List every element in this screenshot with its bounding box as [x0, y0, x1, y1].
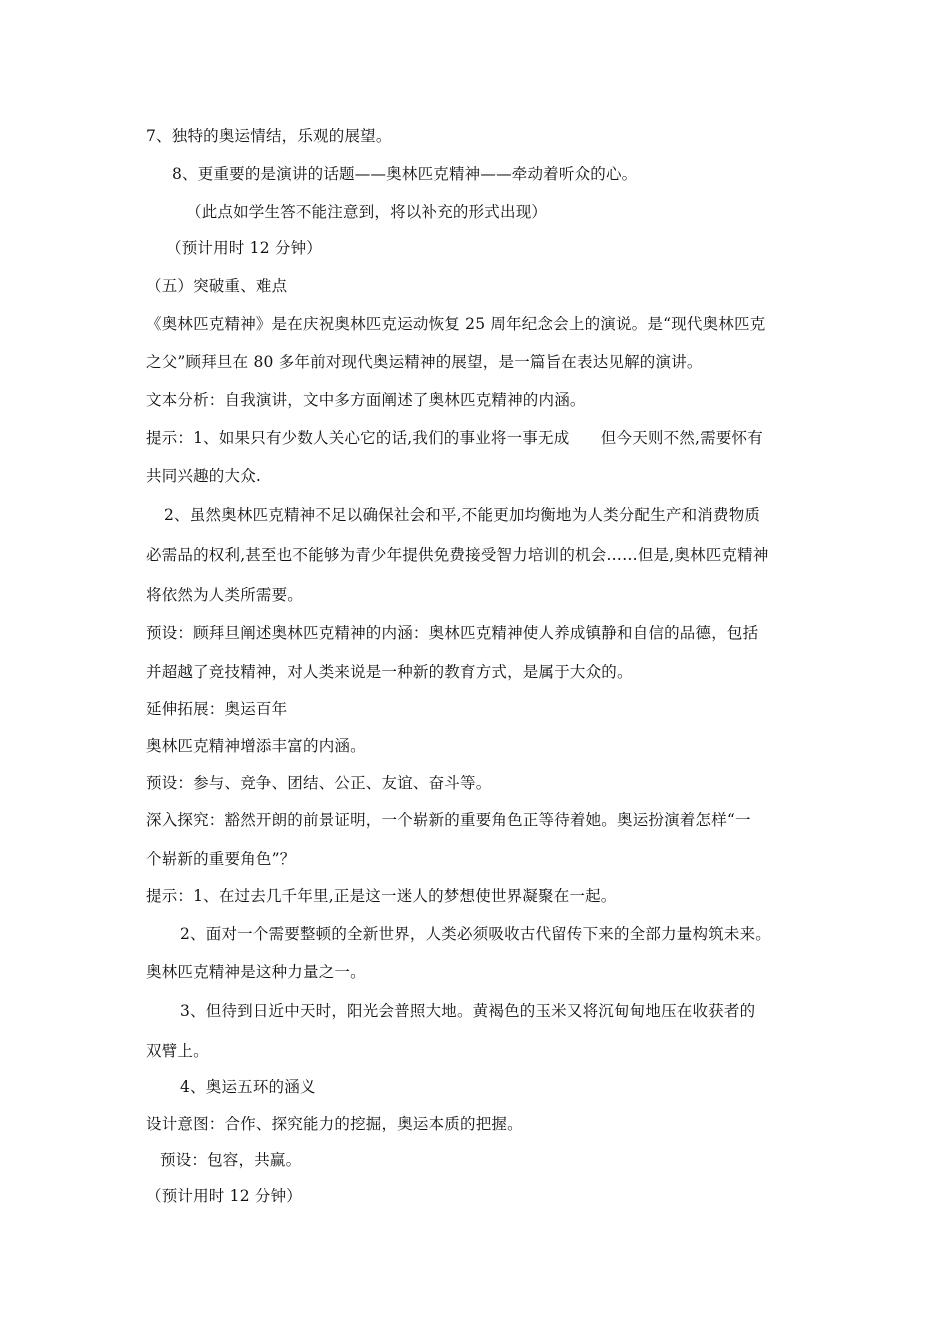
text-line: 预设：参与、竞争、团结、公正、友谊、奋斗等。 — [146, 774, 492, 792]
text-line: 2、虽然奥林匹克精神不足以确保社会和平,不能更加均衡地为人类分配生产和消费物质 — [164, 506, 761, 524]
text-line: 必需品的权利,甚至也不能够为青少年提供免费接受智力培训的机会……但是,奥林匹克精神 — [146, 546, 769, 564]
text-line: 7、独特的奥运情结，乐观的展望。 — [146, 127, 392, 145]
text-line: 8、更重要的是演讲的话题——奥林匹克精神——牵动着听众的心。 — [172, 165, 638, 183]
text-line: 3、但待到日近中天时，阳光会普照大地。黄褐色的玉米又将沉甸甸地压在收获者的 — [180, 1002, 756, 1020]
text-line: 预设：包容，共赢。 — [160, 1151, 302, 1169]
section-heading: （五）突破重、难点 — [146, 277, 288, 295]
text-line: 文本分析：自我演讲，文中多方面阐述了奥林匹克精神的内涵。 — [146, 391, 586, 409]
text-line: 提示：1、在过去几千年里,正是这一迷人的梦想使世界凝聚在一起。 — [146, 887, 617, 905]
text-line: 将依然为人类所需要。 — [146, 586, 304, 604]
text-line: 双臂上。 — [146, 1042, 209, 1060]
text-line: 设计意图：合作、探究能力的挖掘，奥运本质的把握。 — [146, 1115, 523, 1133]
text-line: 奥林匹克精神是这种力量之一。 — [146, 963, 366, 981]
text-line: 延伸拓展：奥运百年 — [146, 700, 288, 718]
text-line: 深入探究：豁然开朗的前景证明，一个崭新的重要角色正等待着她。奥运扮演着怎样“一 — [146, 811, 751, 829]
text-line: 奥林匹克精神增添丰富的内涵。 — [146, 737, 366, 755]
text-line: 《奥林匹克精神》是在庆祝奥林匹克运动恢复 25 周年纪念会上的演说。是“现代奥林匹克 — [146, 315, 766, 333]
text-line: 个崭新的重要角色”？ — [146, 850, 296, 868]
text-line: 并超越了竞技精神，对人类来说是一种新的教育方式，是属于大众的。 — [146, 663, 633, 681]
text-line: （此点如学生答不能注意到，将以补充的形式出现） — [186, 203, 548, 221]
text-line: 提示：1、如果只有少数人关心它的话,我们的事业将一事无成 但今天则不然,需要怀有 — [146, 429, 763, 447]
text-line: 4、奥运五环的涵义 — [180, 1078, 316, 1096]
text-line: 预设：顾拜旦阐述奥林匹克精神的内涵：奥林匹克精神使人养成镇静和自信的品德，包括 — [146, 624, 759, 642]
text-line: （预计用时 12 分钟） — [166, 239, 322, 257]
text-line: （预计用时 12 分钟） — [146, 1187, 302, 1205]
text-line: 之父”顾拜旦在 80 多年前对现代奥运精神的展望，是一篇旨在表达见解的演讲。 — [146, 353, 703, 371]
text-line: 2、面对一个需要整顿的全新世界，人类必须吸收古代留传下来的全部力量构筑未来。 — [180, 925, 771, 943]
text-line: 共同兴趣的大众. — [146, 467, 262, 485]
